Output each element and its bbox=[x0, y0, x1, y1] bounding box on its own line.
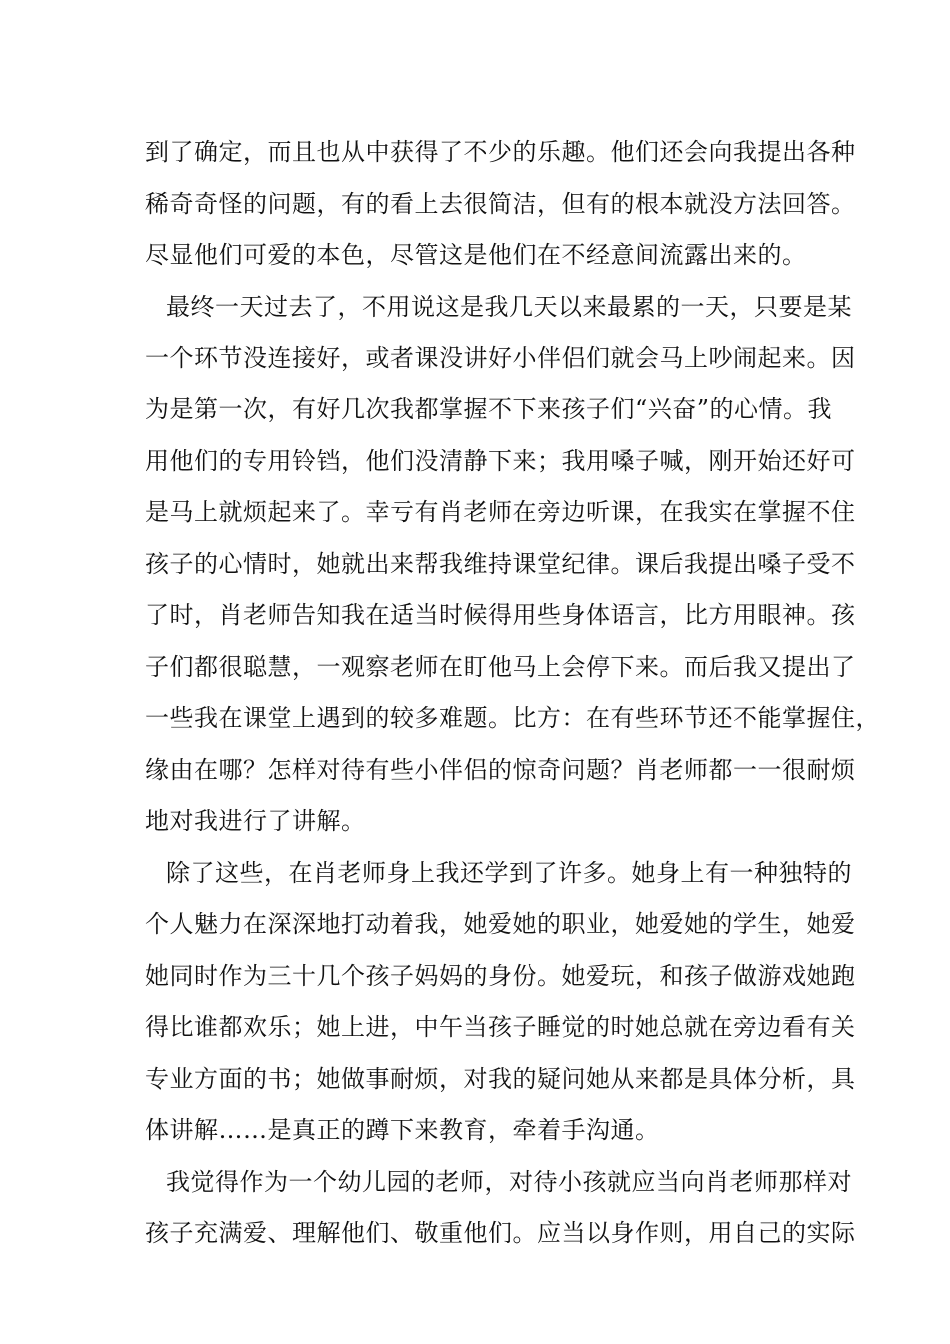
text-line: 尽显他们可爱的本色，尽管这是他们在不经意间流露出来的。 bbox=[145, 241, 807, 269]
text-line: 她同时作为三十几个孩子妈妈的身份。她爱玩，和孩子做游戏她跑 bbox=[145, 962, 856, 990]
text-line: 一些我在课堂上遇到的较多难题。比方：在有些环节还不能掌握住， bbox=[145, 704, 880, 732]
paragraph-start-line: 除了这些，在肖老师身上我还学到了许多。她身上有一种独特的 bbox=[166, 859, 852, 887]
text-line: 子们都很聪慧，一观察老师在盯他马上会停下来。而后我又提出了 bbox=[145, 653, 856, 681]
text-line: 稀奇奇怪的问题，有的看上去很简洁，但有的根本就没方法回答。 bbox=[145, 190, 856, 218]
paragraph-start-line: 我觉得作为一个幼儿园的老师，对待小孩就应当向肖老师那样对 bbox=[166, 1168, 852, 1196]
text-line: 到了确定，而且也从中获得了不少的乐趣。他们还会向我提出各种 bbox=[145, 138, 856, 166]
text-line: 地对我进行了讲解。 bbox=[145, 807, 366, 835]
text-line: 孩子的心情时，她就出来帮我维持课堂纪律。课后我提出嗓子受不 bbox=[145, 550, 856, 578]
text-line: 个人魅力在深深地打动着我，她爱她的职业，她爱她的学生，她爱 bbox=[145, 910, 856, 938]
text-line: 为是第一次，有好几次我都掌握不下来孩子们“兴奋”的心情。我 bbox=[145, 395, 833, 423]
text-line: 用他们的专用铃铛，他们没清静下来；我用嗓子喊，刚开始还好可 bbox=[145, 447, 856, 475]
text-line: 缘由在哪？怎样对待有些小伴侣的惊奇问题？肖老师都一一很耐烦 bbox=[145, 756, 856, 784]
text-line: 得比谁都欢乐；她上进，中午当孩子睡觉的时她总就在旁边看有关 bbox=[145, 1013, 856, 1041]
paragraph-start-line: 最终一天过去了，不用说这是我几天以来最累的一天，只要是某 bbox=[166, 293, 852, 321]
text-line: 孩子充满爱、理解他们、敬重他们。应当以身作则，用自己的实际 bbox=[145, 1219, 856, 1247]
text-line: 了时，肖老师告知我在适当时候得用些身体语言，比方用眼神。孩 bbox=[145, 601, 856, 629]
text-line: 专业方面的书；她做事耐烦，对我的疑问她从来都是具体分析，具 bbox=[145, 1065, 856, 1093]
text-line: 是马上就烦起来了。幸亏有肖老师在旁边听课，在我实在掌握不住 bbox=[145, 498, 856, 526]
text-line: 体讲解……是真正的蹲下来教育，牵着手沟通。 bbox=[145, 1116, 660, 1144]
text-line: 一个环节没连接好，或者课没讲好小伴侣们就会马上吵闹起来。因 bbox=[145, 344, 856, 372]
